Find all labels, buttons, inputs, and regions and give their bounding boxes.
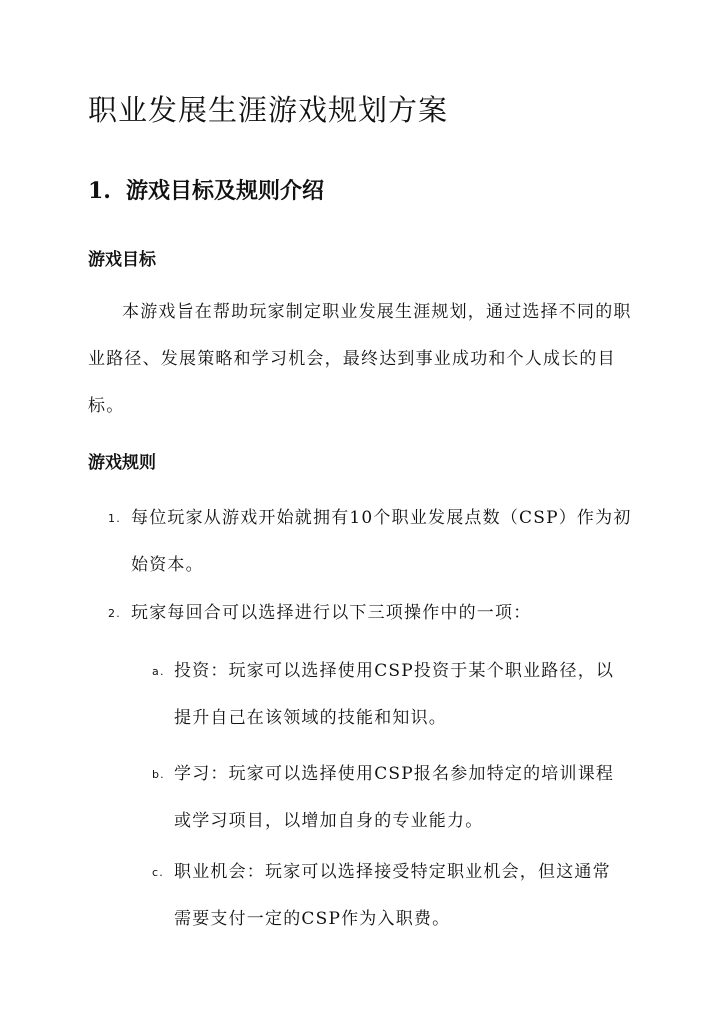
rule-item-1 [108,495,636,589]
rule-item-text: 玩家每回合可以选择进行以下三项操作中的一项： [131,603,532,623]
rule-subitem-text: 职业机会：玩家可以选择接受特定职业机会，但这通常需要支付一定的CSP作为入职费。 [174,862,611,929]
rule-item-2 [108,590,636,637]
section-heading [88,174,324,205]
goal-heading: 游戏目标 [88,250,156,270]
rule-subitem-b [152,751,626,845]
rule-subitem-text: 投资：玩家可以选择使用CSP投资于某个职业路径，以提升自己在该领域的技能和知识。 [174,661,615,728]
document-title: 职业发展生涯游戏规划方案 [88,93,449,127]
list-marker: b. [152,768,165,781]
section-title: 游戏目标及规则介绍 [126,178,325,204]
goal-paragraph: 本游戏旨在帮助玩家制定职业发展生涯规划，通过选择不同的职业路径、发展策略和学习机会，最终达到事业成功和个人成长的目标。 [88,302,632,416]
rule-item-text: 每位玩家从游戏开始就拥有10个职业发展点数（CSP）作为初始资本。 [131,508,632,575]
list-marker: a. [152,665,165,678]
list-marker: 2. [108,607,121,620]
list-marker: c. [152,866,164,879]
rule-subitem-c [152,849,626,943]
rules-heading: 游戏规则 [88,453,156,473]
rule-subitem-text: 学习：玩家可以选择使用CSP报名参加特定的培训课程或学习项目，以增加自身的专业能力。 [174,764,615,831]
section-number: 1. [88,178,111,204]
rule-subitem-a [152,648,626,742]
list-marker: 1. [108,512,121,525]
